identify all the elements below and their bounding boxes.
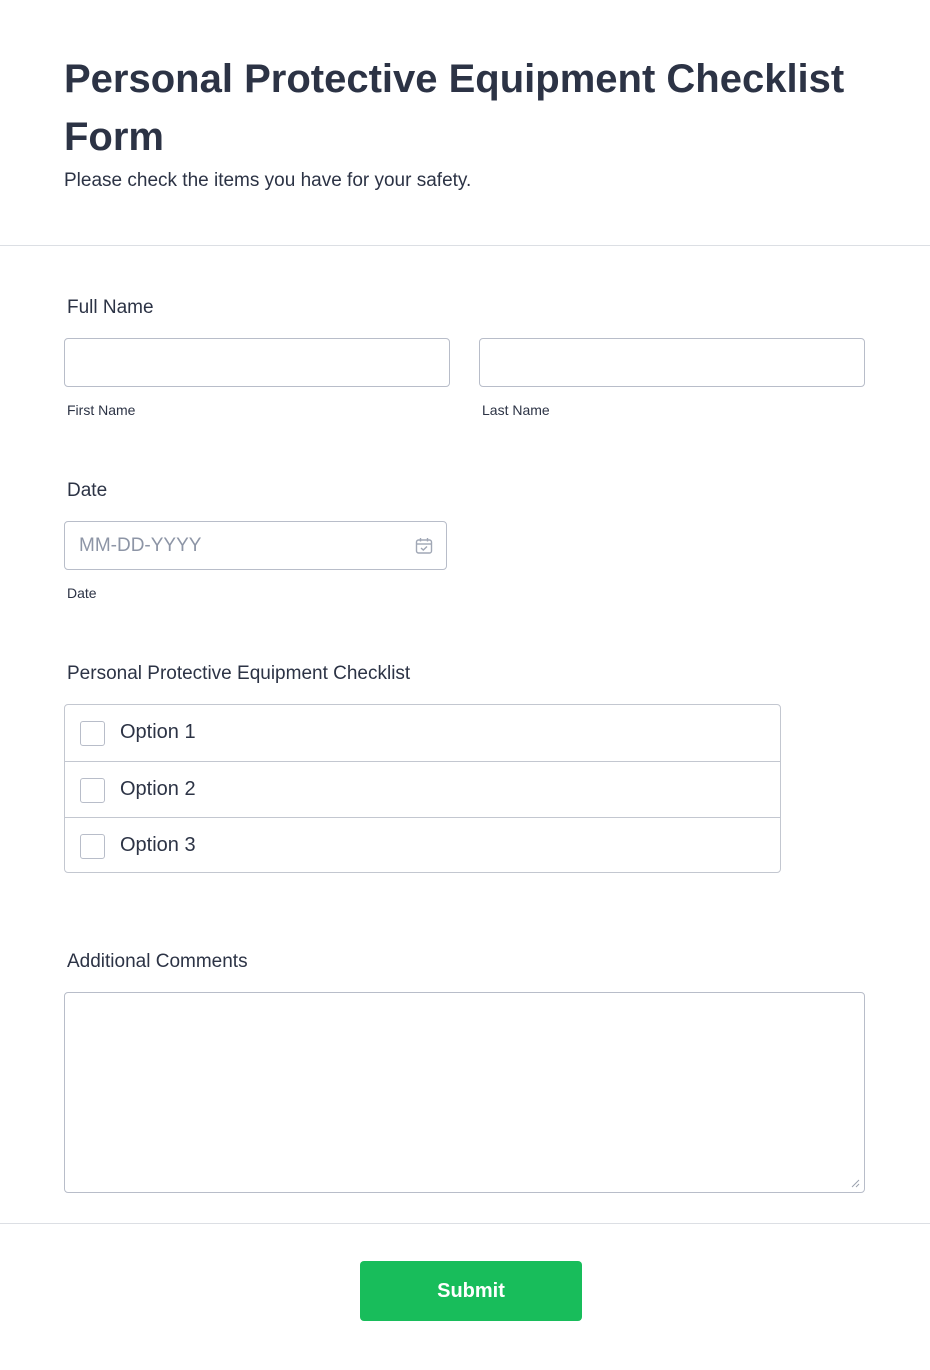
resize-handle-icon[interactable] [851, 1179, 860, 1188]
checklist-option-1[interactable] [65, 705, 780, 761]
checkbox[interactable] [80, 721, 105, 746]
footer-divider [0, 1223, 930, 1224]
checklist-option-2[interactable] [65, 761, 780, 817]
full-name-label: Full Name [67, 297, 154, 318]
first-name-sublabel: First Name [67, 402, 136, 418]
submit-button[interactable]: Submit [360, 1261, 582, 1321]
comments-label: Additional Comments [67, 951, 248, 972]
calendar-icon[interactable] [415, 537, 433, 555]
checkbox[interactable] [80, 778, 105, 803]
date-label: Date [67, 480, 108, 501]
last-name-sublabel: Last Name [482, 402, 550, 418]
checklist-option-label[interactable]: Option 2 [120, 778, 196, 800]
comments-textarea[interactable] [64, 992, 865, 1193]
date-sublabel: Date [67, 585, 97, 601]
checklist-option-label[interactable]: Option 3 [120, 834, 196, 856]
form-subtitle: Please check the items you have for your safety. [64, 170, 472, 191]
first-name-input[interactable] [64, 338, 450, 387]
checkbox[interactable] [80, 834, 105, 859]
checklist-group [64, 704, 781, 873]
checklist-label: Personal Protective Equipment Checklist [67, 663, 411, 684]
last-name-input[interactable] [479, 338, 865, 387]
date-placeholder: MM-DD-YYYY [79, 535, 202, 556]
checklist-option-label[interactable]: Option 1 [120, 721, 196, 743]
checklist-option-3[interactable] [65, 817, 780, 873]
form-header [0, 0, 930, 246]
form-title: Personal Protective Equipment Checklist Form [64, 57, 845, 159]
date-input[interactable] [64, 521, 447, 570]
